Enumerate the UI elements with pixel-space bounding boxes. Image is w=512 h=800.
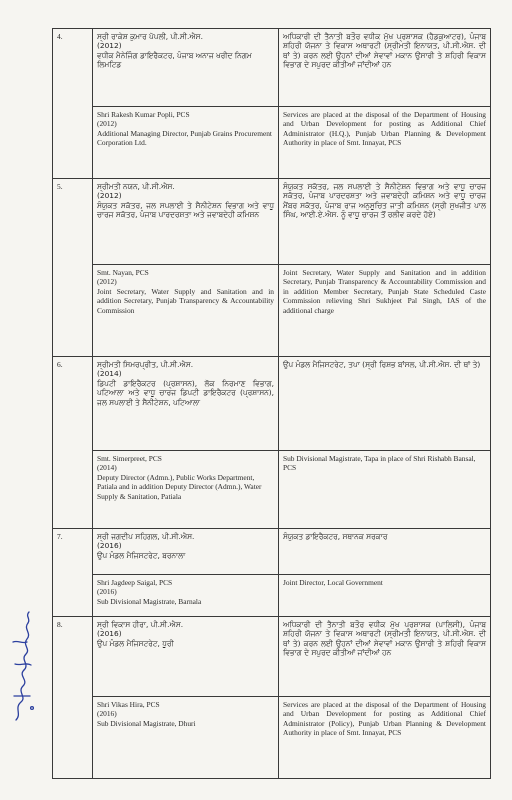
officer-cell-english [93, 265, 279, 357]
table-row-6-punjabi [53, 357, 491, 451]
table-row-4-punjabi [53, 29, 491, 107]
officer-batch-punjabi: (2012) [97, 41, 122, 51]
officer-batch-english: (2014) [97, 463, 117, 473]
serial-number: 7. [53, 529, 93, 617]
new-posting-punjabi: ਸੰਯੁਕਤ ਸਕੱਤਰ, ਜਲ ਸਪਲਾਈ ਤੇ ਸੈਨੀਟੇਸ਼ਨ ਵਿਭਾਗ ਅਤੇ ਵਾਧੂ ਚਾਰਜ ਸਕੱਤਰ, ਪੰਜਾਬ ਪਾਰਦਰਸ਼ਤਾ ਅਤੇ ਜਵਾਬਦੇਹੀ ਕਮਿਸ਼ਨ ਅਤੇ ਵਾਧੂ ਚਾਰਜ ਮੈਂਬਰ ਸਕੱਤਰ, ਪੰਜਾਬ ਰਾਜ ਅਨੁਸੂਚਿਤ ਜਾਤੀ ਕਮਿਸ਼ਨ (ਸ੍ਰੀ ਸੁਖਜੀਤ ਪਾਲ ਸਿੰਘ, ਆਈ.ਏ.ਐਸ. ਨੂੰ ਵਾਧੂ ਚਾਰਜ ਤੋਂ ਰਲੀਵ ਕਰਦੇ ਹੋਏ) [279, 179, 491, 265]
new-posting-punjabi: ਸੰਯੁਕਤ ਡਾਇਰੈਕਟਰ, ਸਥਾਨਕ ਸਰਕਾਰ [279, 529, 491, 575]
officer-name-english: Shri Jagdeep Saigal, PCS [97, 578, 173, 587]
officer-batch-english: (2012) [97, 119, 117, 129]
officer-batch-english: (2016) [97, 709, 117, 719]
current-post-english: Sub Divisional Magistrate, Barnala [97, 596, 202, 606]
officer-name-punjabi: ਸ੍ਰੀਮਤੀ ਸਿਮਰਪ੍ਰੀਤ, ਪੀ.ਸੀ.ਐਸ. [97, 360, 194, 369]
new-posting-punjabi: ਉਪ ਮੰਡਲ ਮੈਜਿਸਟਰੇਟ, ਤਪਾ (ਸ੍ਰੀ ਰਿਸ਼ਭ ਬਾਂਸਲ, ਪੀ.ਸੀ.ਐਸ. ਦੀ ਥਾਂ ਤੇ) [279, 357, 491, 451]
officer-batch-punjabi: (2014) [97, 369, 122, 379]
officer-cell-punjabi [93, 179, 279, 265]
officer-cell-punjabi [93, 357, 279, 451]
table-row-5-punjabi [53, 179, 491, 265]
officer-name-punjabi: ਸ੍ਰੀ ਵਿਕਾਸ ਹੀਰਾ, ਪੀ.ਸੀ.ਐਸ. [97, 620, 184, 629]
new-posting-english: Joint Director, Local Government [279, 575, 491, 617]
current-post-english: Additional Managing Director, Punjab Grains Procurement Corporation Ltd. [97, 128, 272, 148]
current-post-punjabi: ਡਿਪਟੀ ਡਾਇਰੈਕਟਰ (ਪ੍ਰਸ਼ਾਸਨ), ਲੋਕ ਨਿਰਮਾਣ ਵਿਭਾਗ, ਪਟਿਆਲਾ ਅਤੇ ਵਾਧੂ ਚਾਰਜ ਡਿਪਟੀ ਡਾਇਰੈਕਟਰ (ਪ੍ਰਸ਼ਾਸਨ), ਜਲ ਸਪਲਾਈ ਤੇ ਸੈਨੀਟੇਸ਼ਨ, ਪਟਿਆਲਾ [97, 378, 274, 407]
current-post-english: Deputy Director (Admn.), Public Works Department, Patiala and in addition Deputy Director (Admn.), Water Supply & Sanitation, Patiala [97, 472, 262, 501]
table-row-6-english [53, 451, 491, 529]
current-post-english: Sub Divisional Magistrate, Dhuri [97, 718, 196, 728]
table-row-4-english [53, 107, 491, 179]
officer-batch-english: (2016) [97, 587, 117, 597]
new-posting-english: Services are placed at the disposal of the Department of Housing and Urban Development for posting as Additional Chief Administrator (H.Q.), Punjab Urban Planning & Development Authority in place of Smt. Innayat, PCS [279, 107, 491, 179]
new-posting-english: Sub Divisional Magistrate, Tapa in place of Shri Rishabh Bansal, PCS [279, 451, 491, 529]
serial-number: 6. [53, 357, 93, 529]
serial-number: 8. [53, 617, 93, 779]
officer-batch-punjabi: (2016) [97, 629, 122, 639]
table-row-8-punjabi [53, 617, 491, 697]
officer-batch-punjabi: (2016) [97, 541, 122, 551]
new-posting-english: Joint Secretary, Water Supply and Sanitation and in addition Secretary, Punjab Transparency & Accountability Commission and in addition Member Secretary, Punjab State Scheduled Caste Commission relieving Shri Sukhjeet Pal Singh, IAS of the additional charge [279, 265, 491, 357]
handwritten-signature [8, 604, 38, 724]
officer-cell-english [93, 575, 279, 617]
officer-name-punjabi: ਸ੍ਰੀ ਜਗਦੀਪ ਸਹਿਗਲ, ਪੀ.ਸੀ.ਐਸ. [97, 532, 195, 541]
new-posting-english: Services are placed at the disposal of the Department of Housing and Urban Development for posting as Additional Chief Administrator (Policy), Punjab Urban Planning & Development Authority in place of Smt. Innayat, PCS [279, 697, 491, 779]
serial-number: 5. [53, 179, 93, 357]
officer-cell-english [93, 107, 279, 179]
officer-cell-english [93, 451, 279, 529]
new-posting-punjabi: ਅਧਿਕਾਰੀ ਦੀ ਤੈਨਾਤੀ ਬਤੌਰ ਵਧੀਕ ਮੁੱਖ ਪ੍ਰਸ਼ਾਸਕ (ਹੈਡਕੁਆਟਰ), ਪੰਜਾਬ ਸ਼ਹਿਰੀ ਯੋਜਨਾ ਤੇ ਵਿਕਾਸ ਅਥਾਰਟੀ (ਸ੍ਰੀਮਤੀ ਇਨਾਯਤ, ਪੀ.ਸੀ.ਐਸ. ਦੀ ਥਾਂ ਤੇ) ਕਰਨ ਲਈ ਉਹਨਾਂ ਦੀਆਂ ਸੇਵਾਵਾਂ ਮਕਾਨ ਉਸਾਰੀ ਤੇ ਸ਼ਹਿਰੀ ਵਿਕਾਸ ਵਿਭਾਗ ਦੇ ਸਪੁਰਦ ਕੀਤੀਆਂ ਜਾਂਦੀਆਂ ਹਨ [279, 29, 491, 107]
table-row-8-english [53, 697, 491, 779]
table-row-7-punjabi [53, 529, 491, 575]
officer-name-english: Shri Rakesh Kumar Popli, PCS [97, 110, 190, 119]
transfer-orders-table [52, 28, 491, 779]
officer-name-english: Shri Vikas Hira, PCS [97, 700, 160, 709]
table-row-5-english [53, 265, 491, 357]
officer-name-english: Smt. Simerpreet, PCS [97, 454, 162, 463]
officer-batch-english: (2012) [97, 277, 117, 287]
officer-name-punjabi: ਸ੍ਰੀ ਰਾਕੇਸ਼ ਕੁਮਾਰ ਪੋਪਲੀ, ਪੀ.ਸੀ.ਐਸ. [97, 32, 203, 41]
current-post-punjabi: ਵਧੀਕ ਮੈਨੇਜਿੰਗ ਡਾਇਰੈਕਟਰ, ਪੰਜਾਬ ਅਨਾਜ ਖਰੀਦ ਨਿਗਮ ਲਿਮਟਿਡ [97, 50, 252, 70]
officer-name-english: Smt. Nayan, PCS [97, 268, 149, 277]
officer-cell-english [93, 697, 279, 779]
current-post-english: Joint Secretary, Water Supply and Sanitation and in addition Secretary, Punjab Transparency & Accountability Commission [97, 286, 274, 315]
officer-name-punjabi: ਸ੍ਰੀਮਤੀ ਨਯਨ, ਪੀ.ਸੀ.ਐਸ. [97, 182, 175, 191]
officer-cell-punjabi [93, 29, 279, 107]
serial-number: 4. [53, 29, 93, 179]
table-row-7-english [53, 575, 491, 617]
current-post-punjabi: ਉਪ ਮੰਡਲ ਮੈਜਿਸਟਰੇਟ, ਧੂਰੀ [97, 638, 174, 648]
current-post-punjabi: ਸੰਯੁਕਤ ਸਕੱਤਰ, ਜਲ ਸਪਲਾਈ ਤੇ ਸੈਨੀਟੇਸ਼ਨ ਵਿਭਾਗ ਅਤੇ ਵਾਧੂ ਚਾਰਜ ਸਕੱਤਰ, ਪੰਜਾਬ ਪਾਰਦਰਸ਼ਤਾ ਅਤੇ ਜਵਾਬਦੇਹੀ ਕਮਿਸ਼ਨ [97, 200, 274, 220]
officer-cell-punjabi [93, 529, 279, 575]
current-post-punjabi: ਉਪ ਮੰਡਲ ਮੈਜਿਸਟਰੇਟ, ਬਰਨਾਲਾ [97, 550, 186, 560]
new-posting-punjabi: ਅਧਿਕਾਰੀ ਦੀ ਤੈਨਾਤੀ ਬਤੌਰ ਵਧੀਕ ਮੁੱਖ ਪ੍ਰਸ਼ਾਸਕ (ਪਾਲਿਸੀ), ਪੰਜਾਬ ਸ਼ਹਿਰੀ ਯੋਜਨਾ ਤੇ ਵਿਕਾਸ ਅਥਾਰਟੀ (ਸ੍ਰੀਮਤੀ ਇਨਾਯਤ, ਪੀ.ਸੀ.ਐਸ. ਦੀ ਥਾਂ ਤੇ) ਕਰਨ ਲਈ ਉਹਨਾਂ ਦੀਆਂ ਸੇਵਾਵਾਂ ਮਕਾਨ ਉਸਾਰੀ ਤੇ ਸ਼ਹਿਰੀ ਵਿਕਾਸ ਵਿਭਾਗ ਦੇ ਸਪੁਰਦ ਕੀਤੀਆਂ ਜਾਂਦੀਆਂ ਹਨ [279, 617, 491, 697]
officer-batch-punjabi: (2012) [97, 191, 122, 201]
officer-cell-punjabi [93, 617, 279, 697]
